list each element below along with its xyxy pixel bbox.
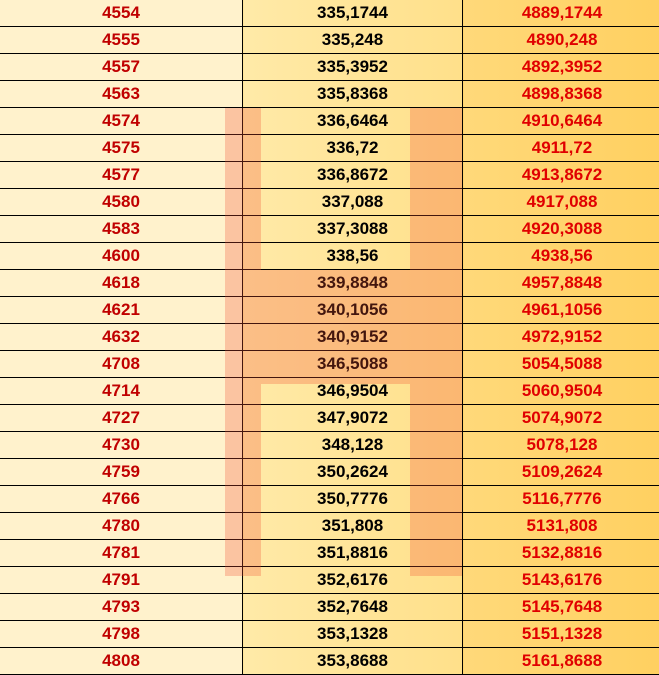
id-cell[interactable]: 4766 [0, 486, 243, 513]
id-cell[interactable]: 4621 [0, 297, 243, 324]
value-cell[interactable]: 353,1328 [243, 621, 463, 648]
table-row [0, 0, 659, 27]
total-cell[interactable]: 5151,1328 [463, 621, 659, 648]
value-cell[interactable]: 351,8816 [243, 540, 463, 567]
table-row [0, 648, 659, 675]
total-cell[interactable]: 4917,088 [463, 189, 659, 216]
value-cell[interactable]: 335,8368 [243, 81, 463, 108]
total-cell[interactable]: 5116,7776 [463, 486, 659, 513]
id-cell[interactable]: 4708 [0, 351, 243, 378]
table-row [0, 405, 659, 432]
table-row [0, 81, 659, 108]
total-cell[interactable]: 4972,9152 [463, 324, 659, 351]
value-cell[interactable]: 350,2624 [243, 459, 463, 486]
table-row [0, 243, 659, 270]
table-row [0, 594, 659, 621]
total-cell[interactable]: 4961,1056 [463, 297, 659, 324]
table-row [0, 54, 659, 81]
total-cell[interactable]: 5131,808 [463, 513, 659, 540]
id-cell[interactable]: 4793 [0, 594, 243, 621]
table-row [0, 621, 659, 648]
table-row [0, 135, 659, 162]
value-cell[interactable]: 335,1744 [243, 0, 463, 27]
table-row [0, 324, 659, 351]
id-cell[interactable]: 4781 [0, 540, 243, 567]
total-cell[interactable]: 4890,248 [463, 27, 659, 54]
id-cell[interactable]: 4580 [0, 189, 243, 216]
table-row [0, 513, 659, 540]
value-cell[interactable]: 350,7776 [243, 486, 463, 513]
id-cell[interactable]: 4555 [0, 27, 243, 54]
value-cell[interactable]: 335,248 [243, 27, 463, 54]
table-row [0, 378, 659, 405]
value-cell[interactable]: 346,9504 [243, 378, 463, 405]
id-cell[interactable]: 4808 [0, 648, 243, 675]
table-row [0, 351, 659, 378]
value-cell[interactable]: 352,7648 [243, 594, 463, 621]
value-cell[interactable]: 338,56 [243, 243, 463, 270]
total-cell[interactable]: 5109,2624 [463, 459, 659, 486]
total-cell[interactable]: 4889,1744 [463, 0, 659, 27]
id-cell[interactable]: 4730 [0, 432, 243, 459]
id-cell[interactable]: 4798 [0, 621, 243, 648]
id-cell[interactable]: 4577 [0, 162, 243, 189]
id-cell[interactable]: 4759 [0, 459, 243, 486]
id-cell[interactable]: 4600 [0, 243, 243, 270]
id-cell[interactable]: 4780 [0, 513, 243, 540]
value-cell[interactable]: 340,9152 [243, 324, 463, 351]
total-cell[interactable]: 5078,128 [463, 432, 659, 459]
value-cell[interactable]: 335,3952 [243, 54, 463, 81]
table-row [0, 270, 659, 297]
total-cell[interactable]: 4957,8848 [463, 270, 659, 297]
id-cell[interactable]: 4632 [0, 324, 243, 351]
value-cell[interactable]: 340,1056 [243, 297, 463, 324]
id-cell[interactable]: 4563 [0, 81, 243, 108]
value-cell[interactable]: 353,8688 [243, 648, 463, 675]
id-cell[interactable]: 4583 [0, 216, 243, 243]
total-cell[interactable]: 5060,9504 [463, 378, 659, 405]
total-cell[interactable]: 5132,8816 [463, 540, 659, 567]
id-cell[interactable]: 4727 [0, 405, 243, 432]
value-cell[interactable]: 351,808 [243, 513, 463, 540]
table-row [0, 162, 659, 189]
total-cell[interactable]: 4910,6464 [463, 108, 659, 135]
table-row [0, 27, 659, 54]
id-cell[interactable]: 4574 [0, 108, 243, 135]
total-cell[interactable]: 5074,9072 [463, 405, 659, 432]
total-cell[interactable]: 5161,8688 [463, 648, 659, 675]
table-row [0, 432, 659, 459]
value-cell[interactable]: 336,6464 [243, 108, 463, 135]
total-cell[interactable]: 4911,72 [463, 135, 659, 162]
table-row [0, 540, 659, 567]
id-cell[interactable]: 4714 [0, 378, 243, 405]
value-cell[interactable]: 337,088 [243, 189, 463, 216]
total-cell[interactable]: 4938,56 [463, 243, 659, 270]
id-cell[interactable]: 4618 [0, 270, 243, 297]
total-cell[interactable]: 4913,8672 [463, 162, 659, 189]
total-cell[interactable]: 5054,5088 [463, 351, 659, 378]
table-row [0, 567, 659, 594]
table-row [0, 297, 659, 324]
total-cell[interactable]: 5145,7648 [463, 594, 659, 621]
value-cell[interactable]: 336,72 [243, 135, 463, 162]
id-cell[interactable]: 4791 [0, 567, 243, 594]
value-cell[interactable]: 337,3088 [243, 216, 463, 243]
value-cell[interactable]: 347,9072 [243, 405, 463, 432]
id-cell[interactable]: 4557 [0, 54, 243, 81]
table-row [0, 189, 659, 216]
table-row [0, 216, 659, 243]
total-cell[interactable]: 5143,6176 [463, 567, 659, 594]
value-cell[interactable]: 352,6176 [243, 567, 463, 594]
total-cell[interactable]: 4898,8368 [463, 81, 659, 108]
value-cell[interactable]: 348,128 [243, 432, 463, 459]
value-cell[interactable]: 339,8848 [243, 270, 463, 297]
table-row [0, 459, 659, 486]
value-cell[interactable]: 336,8672 [243, 162, 463, 189]
total-cell[interactable]: 4920,3088 [463, 216, 659, 243]
value-cell[interactable]: 346,5088 [243, 351, 463, 378]
table-row [0, 108, 659, 135]
table-row [0, 486, 659, 513]
total-cell[interactable]: 4892,3952 [463, 54, 659, 81]
id-cell[interactable]: 4575 [0, 135, 243, 162]
id-cell[interactable]: 4554 [0, 0, 243, 27]
